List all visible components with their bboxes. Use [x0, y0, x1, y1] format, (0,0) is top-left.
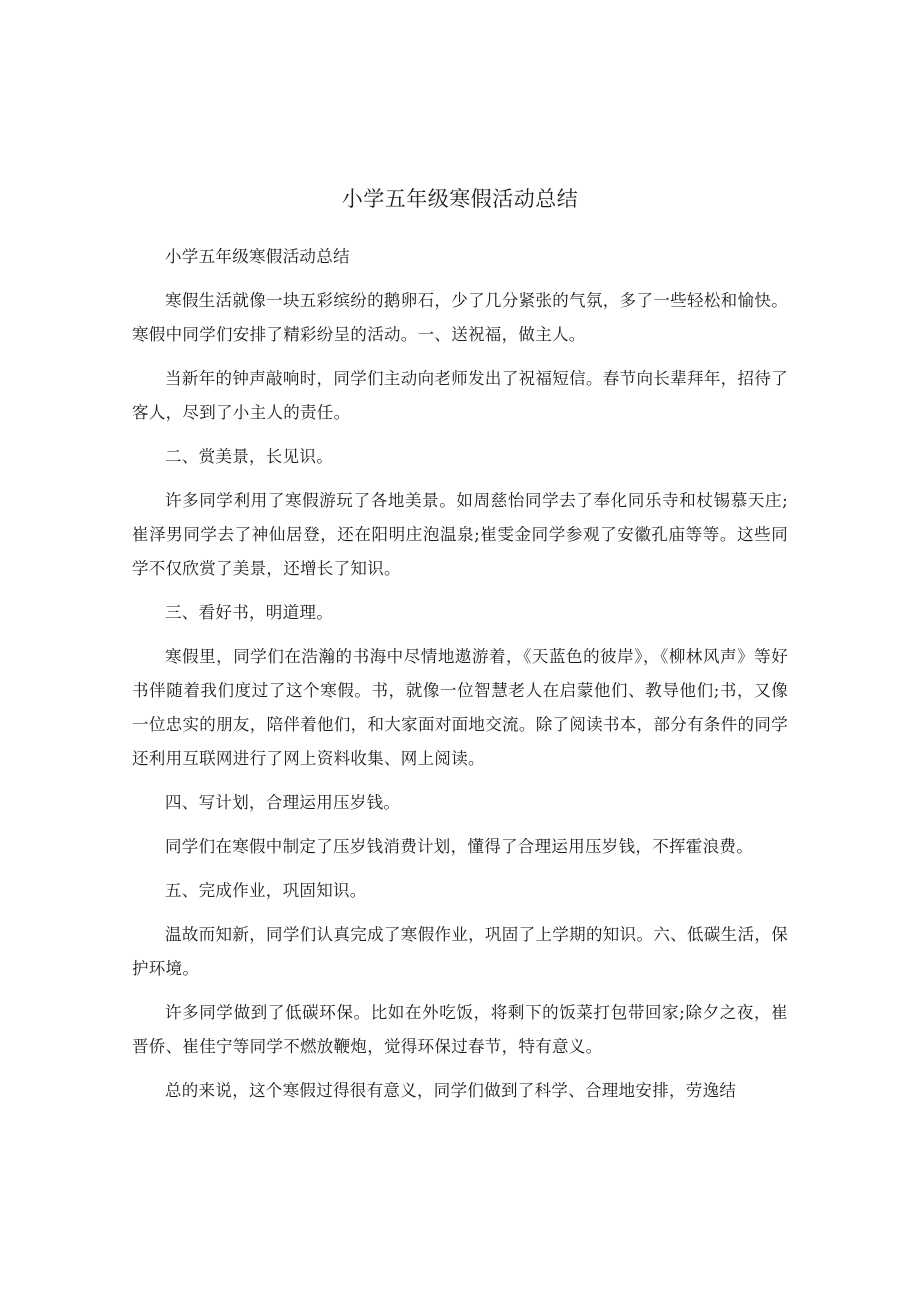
document-title: 小学五年级寒假活动总结	[341, 187, 579, 211]
section-heading-2: 二、赏美景，长见识。	[165, 447, 333, 466]
paragraph-scenery: 许多同学利用了寒假游玩了各地美景。如周慈怡同学去了奉化同乐寺和杖锡慕天庄;崔泽男同学去了神仙居登，还在阳明庄泡温泉;崔雯金同学参观了安徽孔庙等等。这些同学不仅欣赏了美景，还增长了知识。	[132, 491, 788, 578]
paragraph-reading: 寒假里，同学们在浩瀚的书海中尽情地遨游着，《天蓝色的彼岸》，《柳林风声》等好书伴随着我们度过了这个寒假。书，就像一位智慧老人在启蒙他们、教导他们;书，又像一位忠实的朋友，陪伴着他们，和大家面对面地交流。除了阅读书本，部分有条件的同学还利用互联网进行了网上资料收集、网上阅读。	[132, 647, 788, 768]
document-body	[132, 240, 788, 1118]
paragraph-new-year: 当新年的钟声敲响时，同学们主动向老师发出了祝福短信。春节向长辈拜年，招待了客人，尽到了小主人的责任。	[132, 369, 788, 422]
section-heading-3: 三、看好书，明道理。	[165, 603, 333, 622]
section-heading-5: 五、完成作业，巩固知识。	[165, 881, 367, 900]
paragraph-intro: 寒假生活就像一块五彩缤纷的鹅卵石，少了几分紧张的气氛，多了一些轻松和愉快。寒假中同学们安排了精彩纷呈的活动。一、送祝福，做主人。	[132, 291, 788, 344]
paragraph-conclusion: 总的来说，这个寒假过得很有意义，同学们做到了科学、合理地安排，劳逸结	[165, 1081, 737, 1100]
paragraph-low-carbon: 许多同学做到了低碳环保。比如在外吃饭，将剩下的饭菜打包带回家;除夕之夜，崔晋侨、崔佳宁等同学不燃放鞭炮，觉得环保过春节，特有意义。	[132, 1003, 788, 1056]
section-heading-4: 四、写计划，合理运用压岁钱。	[165, 793, 401, 812]
paragraph-subtitle: 小学五年级寒假活动总结	[165, 247, 350, 266]
paragraph-money-plan: 同学们在寒假中制定了压岁钱消费计划，懂得了合理运用压岁钱，不挥霍浪费。	[165, 837, 753, 856]
paragraph-homework: 温故而知新，同学们认真完成了寒假作业，巩固了上学期的知识。六、低碳生活，保护环境。	[132, 925, 788, 978]
